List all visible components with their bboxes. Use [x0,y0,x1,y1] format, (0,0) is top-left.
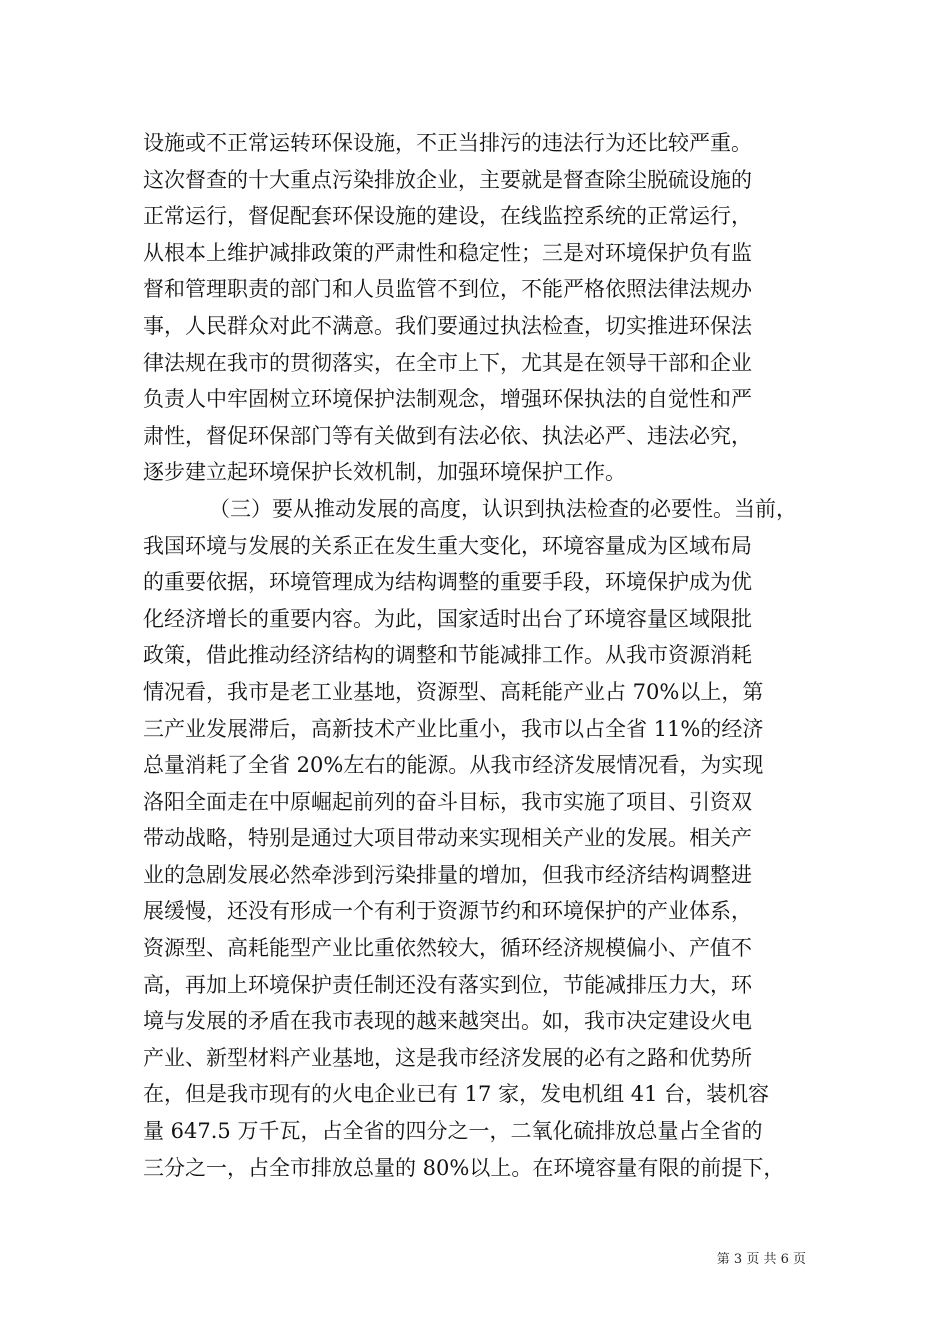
text-line: 设施或不正常运转环保设施，不正当排污的违法行为还比较严重。 [143,131,752,155]
text-line: （三）要从推动发展的高度，认识到执法检查的必要性。当前， [209,496,797,521]
text-line: 的重要依据，环境管理成为结构调整的重要手段，环境保护成为优 [143,570,752,595]
text-line: 事，人民群众对此不满意。我们要通过执法检查，切实推进环保法 [143,313,752,338]
text-line: 政策，借此推动经济结构的调整和节能减排工作。从我市资源消耗 [143,643,752,668]
text-line: 情况看，我市是老工业基地，资源型、高耗能产业占 70%以上，第 [143,679,764,704]
text-line: 展缓慢，还没有形成一个有利于资源节约和环境保护的产业体系， [143,899,752,924]
text-line: 这次督查的十大重点污染排放企业，主要就是督查除尘脱硫设施的 [143,167,752,192]
text-line: 高，再加上环境保护责任制还没有落实到位，节能减排压力大，环 [143,972,752,997]
text-line: 化经济增长的重要内容。为此，国家适时出台了环境容量区域限批 [143,606,752,631]
text-line: 正常运行，督促配套环保设施的建设，在线监控系统的正常运行， [143,204,752,229]
text-line: 量 647.5 万千瓦，占全省的四分之一，二氧化硫排放总量占全省的 [143,1119,763,1144]
text-line: 逐步建立起环境保护长效机制，加强环境保护工作。 [143,460,626,485]
text-line: 肃性，督促环保部门等有关做到有法必依、执法必严、违法必究， [143,423,752,448]
text-line: 洛阳全面走在中原崛起前列的奋斗目标，我市实施了项目、引资双 [143,789,752,814]
page-footer: 第 3 页 共 6 页 [716,1252,806,1267]
text-line: 境与发展的矛盾在我市表现的越来越突出。如，我市决定建设火电 [143,1009,752,1034]
text-line: 从根本上维护减排政策的严肃性和稳定性；三是对环境保护负有监 [143,240,752,265]
text-line: 资源型、高耗能型产业比重依然较大，循环经济规模偏小、产值不 [143,936,752,961]
text-line: 负责人中牢固树立环境保护法制观念，增强环保执法的自觉性和严 [143,387,752,412]
text-line: 总量消耗了全省 20%左右的能源。从我市经济发展情况看，为实现 [143,753,764,778]
text-line: 业的急剧发展必然牵涉到污染排量的增加，但我市经济结构调整进 [143,862,752,887]
body-text [143,125,823,1186]
text-line: 带动战略，特别是通过大项目带动来实现相关产业的发展。相关产 [143,826,752,851]
text-line: 产业、新型材料产业基地，这是我市经济发展的必有之路和优势所 [143,1045,752,1070]
text-line: 三分之一，占全市排放总量的 80%以上。在环境容量有限的前提下， [143,1155,785,1180]
text-line: 三产业发展滞后，高新技术产业比重小，我市以占全省 11%的经济 [143,716,764,741]
text-line: 律法规在我市的贯彻落实，在全市上下，尤其是在领导干部和企业 [143,350,752,375]
text-line: 督和管理职责的部门和人员监管不到位，不能严格依照法律法规办 [143,277,752,302]
text-line: 我国环境与发展的关系正在发生重大变化，环境容量成为区域布局 [143,533,752,558]
text-line: 在，但是我市现有的火电企业已有 17 家，发电机组 41 台，装机容 [143,1082,770,1107]
